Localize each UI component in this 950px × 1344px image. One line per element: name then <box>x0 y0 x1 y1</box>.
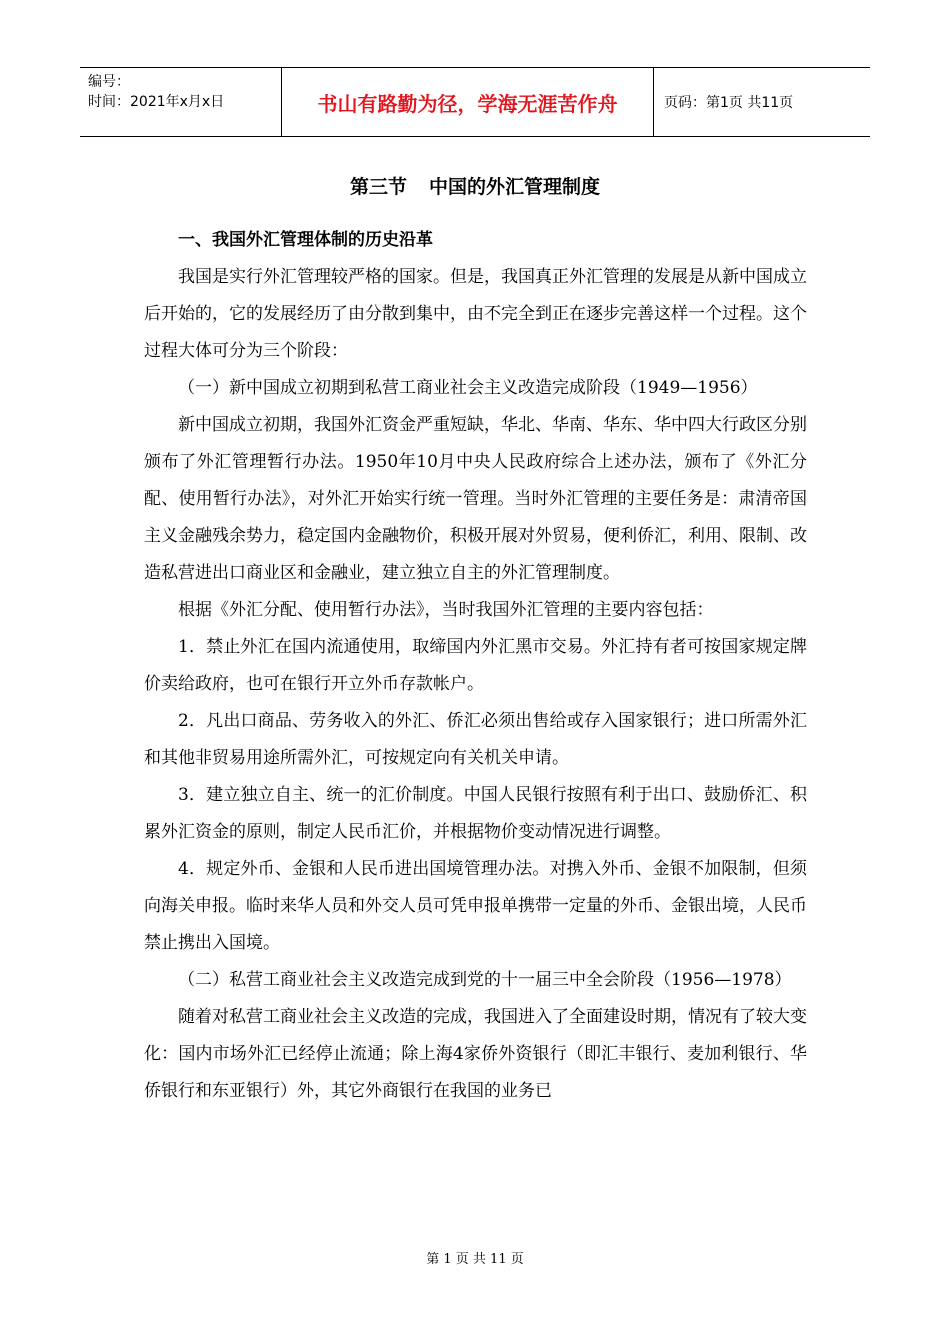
paragraph: 随着对私营工商业社会主义改造的完成，我国进入了全面建设时期，情况有了较大变化：国内市场外汇已经停止流通；除上海4家侨外资银行（即汇丰银行、麦加利银行、华侨银行和东亚银行）外，其它外商银行在我国的业务已 <box>144 1007 807 1101</box>
list-item: 3．建立独立自主、统一的汇价制度。中国人民银行按照有利于出口、鼓励侨汇、积累外汇资金的原则，制定人民币汇价，并根据物价变动情况进行调整。 <box>144 785 807 842</box>
header-table <box>80 67 870 137</box>
header-motto-cell <box>282 68 654 136</box>
list-item: 2．凡出口商品、劳务收入的外汇、侨汇必须出售给或存入国家银行；进口所需外汇和其他非贸易用途所需外汇，可按规定向有关机关申请。 <box>144 711 807 768</box>
stage-heading: （二）私营工商业社会主义改造完成到党的十一届三中全会阶段（1956—1978） <box>178 970 792 990</box>
motto: 书山有路勤为径，学海无涯苦作舟 <box>317 91 618 116</box>
section-number: 第三节 <box>349 176 407 198</box>
number-label: 编号： <box>88 74 130 90</box>
list-item: 1．禁止外汇在国内流通使用，取缔国内外汇黑市交易。外汇持有者可按国家规定牌价卖给政府，也可在银行开立外币存款帐户。 <box>144 637 807 694</box>
page-info: 页码：第1页 共11页 <box>664 95 794 111</box>
document-body <box>144 222 807 1110</box>
paragraph: 新中国成立初期，我国外汇资金严重短缺，华北、华南、华东、华中四大行政区分别颁布了外汇管理暂行办法。1950年10月中央人民政府综合上述办法，颁布了《外汇分配、使用暂行办法》，对外汇开始实行统一管理。当时外汇管理的主要任务是：肃清帝国主义金融残余势力，稳定国内金融物价，积极开展对外贸易，便利侨汇，利用、限制、改造私营进出口商业区和金融业，建立独立自主的外汇管理制度。 <box>144 415 807 583</box>
stage-heading: （一）新中国成立初期到私营工商业社会主义改造完成阶段（1949—1956） <box>178 378 758 398</box>
page-title <box>0 172 950 199</box>
header-meta-cell <box>80 68 282 136</box>
list-item: 4．规定外币、金银和人民币进出国境管理办法。对携入外币、金银不加限制，但须向海关申报。临时来华人员和外交人员可凭申报单携带一定量的外币、金银出境，人民币禁止携出入国境。 <box>144 859 807 953</box>
page-footer: 第 1 页 共 11 页 <box>426 1252 524 1267</box>
time-label: 时间：2021年x月x日 <box>88 94 225 110</box>
paragraph: 根据《外汇分配、使用暂行办法》，当时我国外汇管理的主要内容包括： <box>178 600 714 620</box>
section-name: 中国的外汇管理制度 <box>429 176 601 198</box>
heading-level-1: 一、我国外汇管理体制的历史沿革 <box>178 230 433 250</box>
paragraph: 我国是实行外汇管理较严格的国家。但是，我国真正外汇管理的发展是从新中国成立后开始的，它的发展经历了由分散到集中，由不完全到正在逐步完善这样一个过程。这个过程大体可分为三个阶段： <box>144 267 807 361</box>
header-page-cell <box>654 68 870 136</box>
